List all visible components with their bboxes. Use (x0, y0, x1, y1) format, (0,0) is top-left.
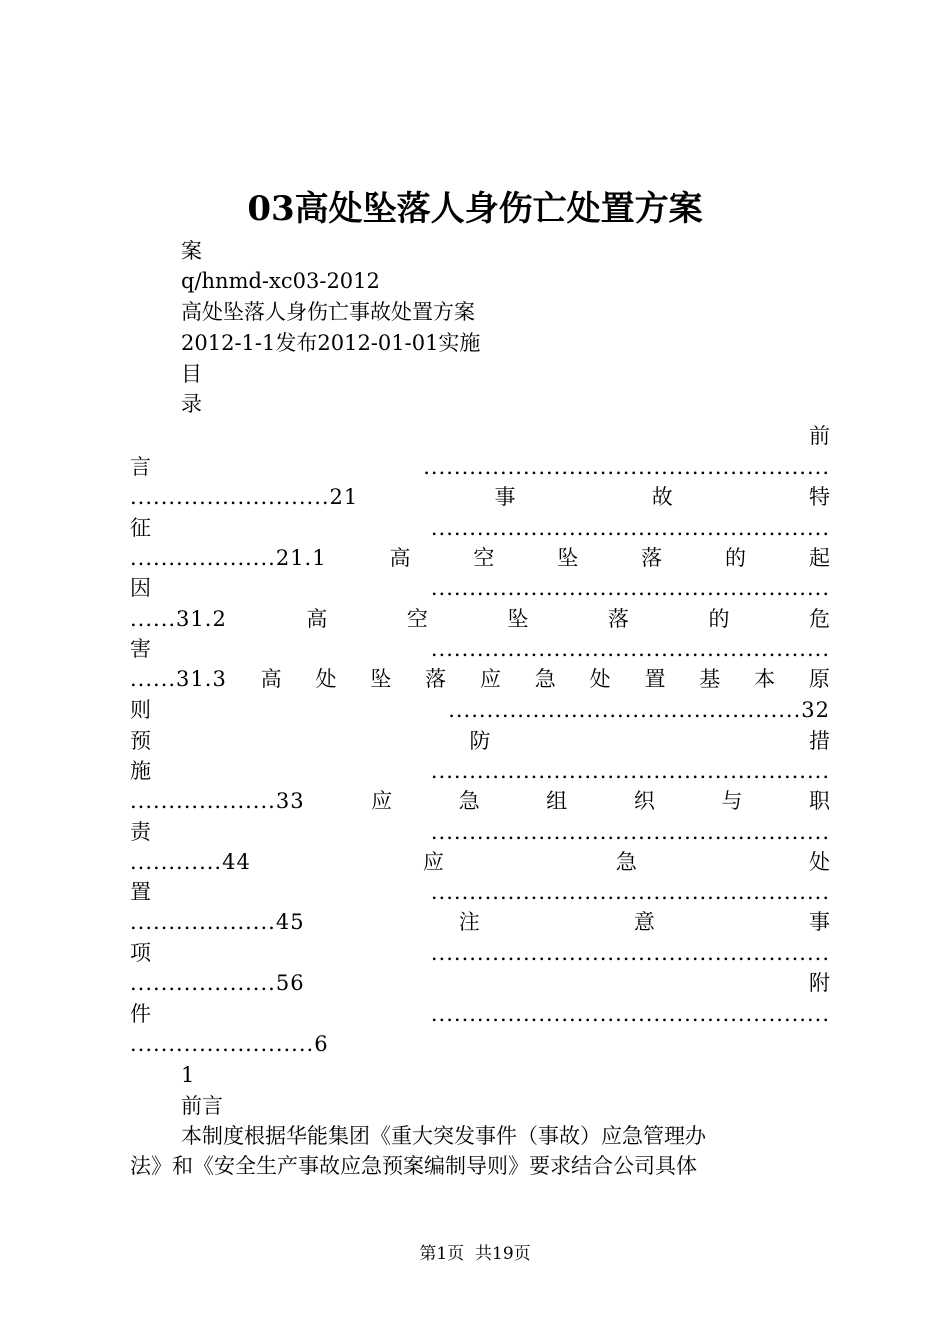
footer-page: 第1页 (419, 1244, 465, 1264)
toc-line (130, 634, 830, 664)
toc-leader: .................................................... (430, 516, 830, 540)
toc-char: 落 (641, 546, 663, 570)
toc-char: 意 (633, 910, 655, 934)
toc-line: 前 (809, 424, 830, 448)
toc-char: 起 (808, 546, 830, 570)
toc-char: 注 (458, 910, 480, 934)
toc-char: 坠 (507, 607, 529, 631)
toc-char: 高 (389, 546, 411, 570)
toc-leader: .................................................... (430, 637, 830, 661)
toc-line (130, 938, 830, 968)
toc-text: 则 (130, 698, 151, 722)
section-heading: 前言 (181, 1094, 223, 1118)
toc-line (130, 817, 830, 847)
toc-leader: ..........................21 (130, 485, 359, 509)
document-title: 03高处坠落人身伤亡处置方案 (247, 189, 703, 229)
toc-line (130, 573, 830, 603)
toc-char: 高 (260, 667, 282, 691)
toc-char: 事 (494, 485, 516, 509)
toc-leader: .................................................... (430, 880, 830, 904)
toc-char: 防 (469, 729, 491, 753)
toc-char: 故 (651, 485, 673, 509)
toc-line (130, 452, 830, 482)
toc-leader: ...................33 (130, 789, 305, 813)
toc-leader: .................................................... (430, 941, 830, 965)
toc-char: 基 (699, 667, 721, 691)
footer-total: 共19页 (475, 1244, 531, 1264)
toc-char: 本 (754, 667, 776, 691)
toc-char: 坠 (370, 667, 392, 691)
toc-char: 置 (644, 667, 666, 691)
toc-char: 危 (809, 607, 830, 631)
header-line: 案 (181, 239, 202, 263)
toc-char: 坠 (557, 546, 579, 570)
toc-line (130, 604, 830, 634)
toc-text: 置 (130, 880, 151, 904)
toc-leader: .................................................... (430, 1002, 830, 1026)
toc-char: 事 (808, 910, 830, 934)
toc-char: 织 (633, 789, 655, 813)
toc-char: 高 (306, 607, 328, 631)
toc-char: 的 (708, 607, 730, 631)
toc-leader: ...................56 (130, 971, 305, 995)
toc-leader: .................................................... (430, 820, 830, 844)
toc-char: 组 (546, 789, 568, 813)
toc-char: 处 (589, 667, 611, 691)
toc-line (130, 786, 830, 816)
toc-char: 急 (534, 667, 556, 691)
toc-line (130, 513, 830, 543)
toc-line (130, 756, 830, 786)
toc-char: 处 (808, 850, 830, 874)
toc-line: ........................6 (130, 1032, 329, 1056)
toc-leader: .................................................... (430, 759, 830, 783)
toc-leader: ...................45 (130, 910, 305, 934)
toc-leader: ............44 (130, 850, 251, 874)
toc-char: 与 (721, 789, 743, 813)
toc-heading-2: 录 (181, 392, 202, 416)
toc-char: 的 (725, 546, 747, 570)
toc-char: 空 (406, 607, 428, 631)
toc-char: 急 (458, 789, 480, 813)
publish-date: 2012-1-1发布2012-01-01实施 (181, 331, 481, 355)
toc-char: 处 (315, 667, 337, 691)
toc-char: 预 (130, 729, 151, 753)
paragraph-line: 本制度根据华能集团《重大突发事件（事故）应急管理办 (181, 1124, 706, 1148)
toc-leader: ..................................................... (423, 455, 830, 479)
toc-leader: ......31.3 (130, 667, 227, 691)
toc-leader: ...................21.1 (130, 546, 327, 570)
toc-char: 职 (808, 789, 830, 813)
document-code: q/hnmd-xc03-2012 (181, 269, 380, 293)
toc-char: 特 (808, 485, 830, 509)
toc-text: 项 (130, 941, 151, 965)
page-footer (0, 1242, 950, 1266)
toc-char: 落 (425, 667, 447, 691)
toc-line (130, 726, 830, 756)
toc-char: 应 (371, 789, 393, 813)
page-number-line: 1 (181, 1063, 195, 1087)
toc-char: 急 (615, 850, 637, 874)
toc-line (130, 907, 830, 937)
toc-char: 应 (422, 850, 444, 874)
toc-char: 空 (473, 546, 495, 570)
toc-line (130, 847, 830, 877)
toc-line (130, 664, 830, 694)
toc-line (130, 543, 830, 573)
toc-char: 应 (479, 667, 501, 691)
toc-line (130, 968, 830, 998)
toc-text: 责 (130, 820, 151, 844)
toc-char: 附 (809, 971, 830, 995)
toc-text: 件 (130, 1002, 151, 1026)
toc-leader: ......31.2 (130, 607, 227, 631)
toc-line (130, 999, 830, 1029)
toc-text: 征 (130, 516, 151, 540)
toc-char: 措 (809, 729, 830, 753)
toc-char: 落 (607, 607, 629, 631)
paragraph-line: 法》和《安全生产事故应急预案编制导则》要求结合公司具体 (130, 1154, 697, 1178)
toc-text: 言 (130, 455, 151, 479)
toc-leader: ..............................................32 (448, 698, 830, 722)
toc-heading-1: 目 (181, 362, 202, 386)
toc-text: 施 (130, 759, 151, 783)
toc-line (130, 695, 830, 725)
toc-line (130, 482, 830, 512)
toc-line (130, 877, 830, 907)
document-subtitle: 高处坠落人身伤亡事故处置方案 (181, 300, 475, 324)
toc-char: 原 (808, 667, 830, 691)
toc-leader: .................................................... (430, 576, 830, 600)
toc-text: 因 (130, 576, 151, 600)
toc-text: 害 (130, 637, 151, 661)
